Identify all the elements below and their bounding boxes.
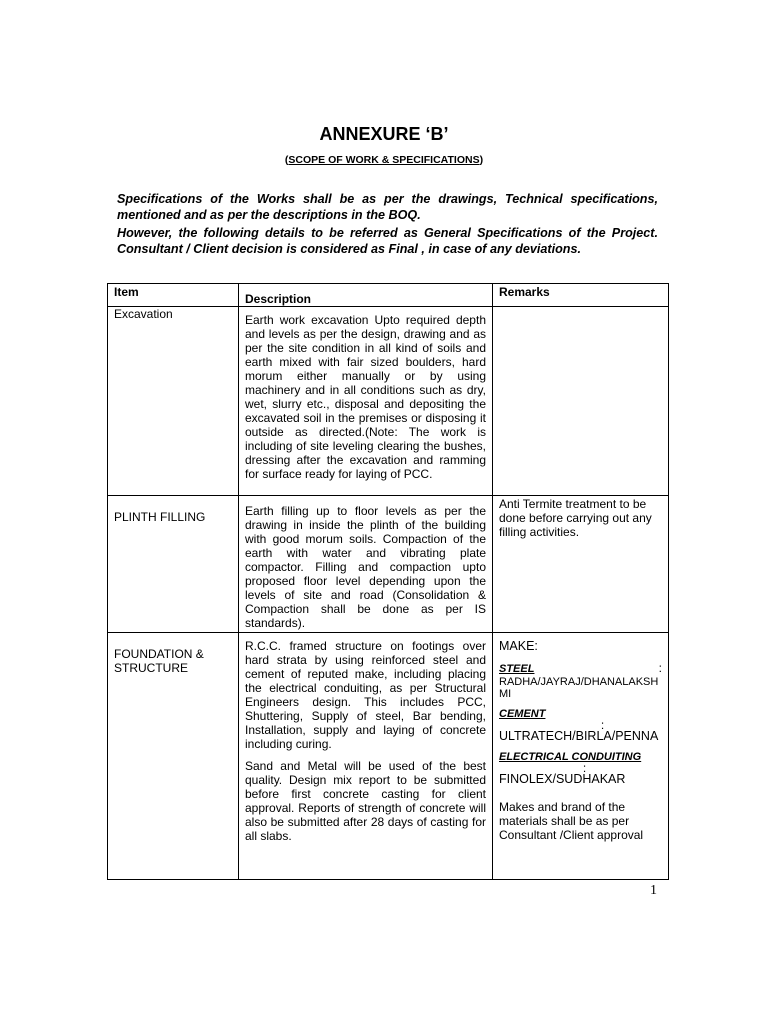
electrical-colon: : bbox=[582, 761, 587, 775]
subtitle-close-paren: ) bbox=[479, 154, 484, 166]
cement-line bbox=[499, 706, 662, 721]
steel-colon: : bbox=[658, 661, 662, 675]
header-remarks: Remarks bbox=[493, 284, 669, 307]
page-subtitle bbox=[0, 154, 768, 166]
subtitle-open-paren: ( bbox=[284, 154, 289, 166]
steel-label: STEEL bbox=[499, 663, 535, 675]
row-description-foundation: R.C.C. framed structure on footings over hard strata by using reinforced steel and cement of reputed make, including placing the electrical conduiting, as per Structural Engineers design. This includes PCC, Shuttering, Supply of steel, Bar bending, Installation, supply and laying of concrete including curing. bbox=[245, 639, 486, 751]
row-description-excavation: Earth work excavation Upto required depth and levels as per the design, drawing and as per the site condition in all kind of soils and earth mixed with fair sized boulders, hard morum either manually or by using machinery and in all conditions such as dry, wet, slurry etc., disposal and depositing the excavated soil in the premises or disposing it outside as directed.(Note: The work is including of site leveling clearing the bushes, dressing after the excavation and ramming for surface ready for laying of PCC. bbox=[239, 307, 493, 496]
row-description-plinth-filling: Earth filling up to floor levels as per the drawing in inside the plinth of the building with good morum soils. Compaction of the earth with water and vibrating plate compactor. Filling and compaction upto proposed floor level depending upon the levels of site and road (Consolidation & Compaction shall be done as per IS standards). bbox=[239, 496, 493, 633]
cement-colon: : bbox=[600, 718, 605, 732]
remarks-note: Makes and brand of the materials shall be as per Consultant /Client approval bbox=[499, 800, 644, 842]
scope-table bbox=[107, 283, 669, 880]
table-row bbox=[108, 307, 669, 496]
cement-value: ULTRATECH/BIRLA/PENNA bbox=[499, 729, 659, 743]
steel-line bbox=[499, 661, 662, 676]
subtitle-text: SCOPE OF WORK & SPECIFICATIONS bbox=[288, 154, 480, 166]
header-item: Item bbox=[108, 284, 239, 307]
row-remarks-foundation-cell bbox=[493, 633, 669, 880]
electrical-line bbox=[499, 749, 662, 764]
table-row bbox=[108, 496, 669, 633]
row-item-foundation: FOUNDATION & STRUCTURE bbox=[108, 633, 239, 880]
steel-value: RADHA/JAYRAJ/DHANALAKSHMI bbox=[499, 676, 659, 700]
header-description: Description bbox=[239, 284, 493, 307]
table-row bbox=[108, 633, 669, 880]
row-item-plinth-filling: PLINTH FILLING bbox=[108, 496, 239, 633]
intro-paragraph-1: Specifications of the Works shall be as per the drawings, Technical specifications, mentioned and as per the descriptions in the BOQ. bbox=[117, 192, 658, 222]
electrical-label: ELECTRICAL CONDUITING bbox=[499, 751, 642, 763]
table-header-row bbox=[108, 284, 669, 307]
row-remarks-plinth-filling: Anti Termite treatment to be done before carrying out any filling activities. bbox=[493, 496, 669, 633]
page-number: 1 bbox=[650, 883, 657, 898]
cement-label: CEMENT bbox=[499, 708, 546, 720]
page-title: ANNEXURE ‘B’ bbox=[319, 124, 449, 144]
row-remarks-excavation bbox=[493, 307, 669, 496]
row-description-foundation-2: Sand and Metal will be used of the best quality. Design mix report to be submitted before first concrete casting for client approval. Reports of strength of concrete will also be submitted after 28 days of casting for all slabs. bbox=[245, 759, 486, 843]
make-label: MAKE: bbox=[499, 639, 538, 653]
row-description-foundation-cell bbox=[239, 633, 493, 880]
row-item-excavation: Excavation bbox=[108, 307, 239, 496]
intro-paragraph-2: However, the following details to be referred as General Specifications of the Project. Consultant / Client decision is considered as Final , in case of any deviations. bbox=[117, 226, 658, 256]
electrical-value: FINOLEX/SUDHAKAR bbox=[499, 772, 626, 786]
